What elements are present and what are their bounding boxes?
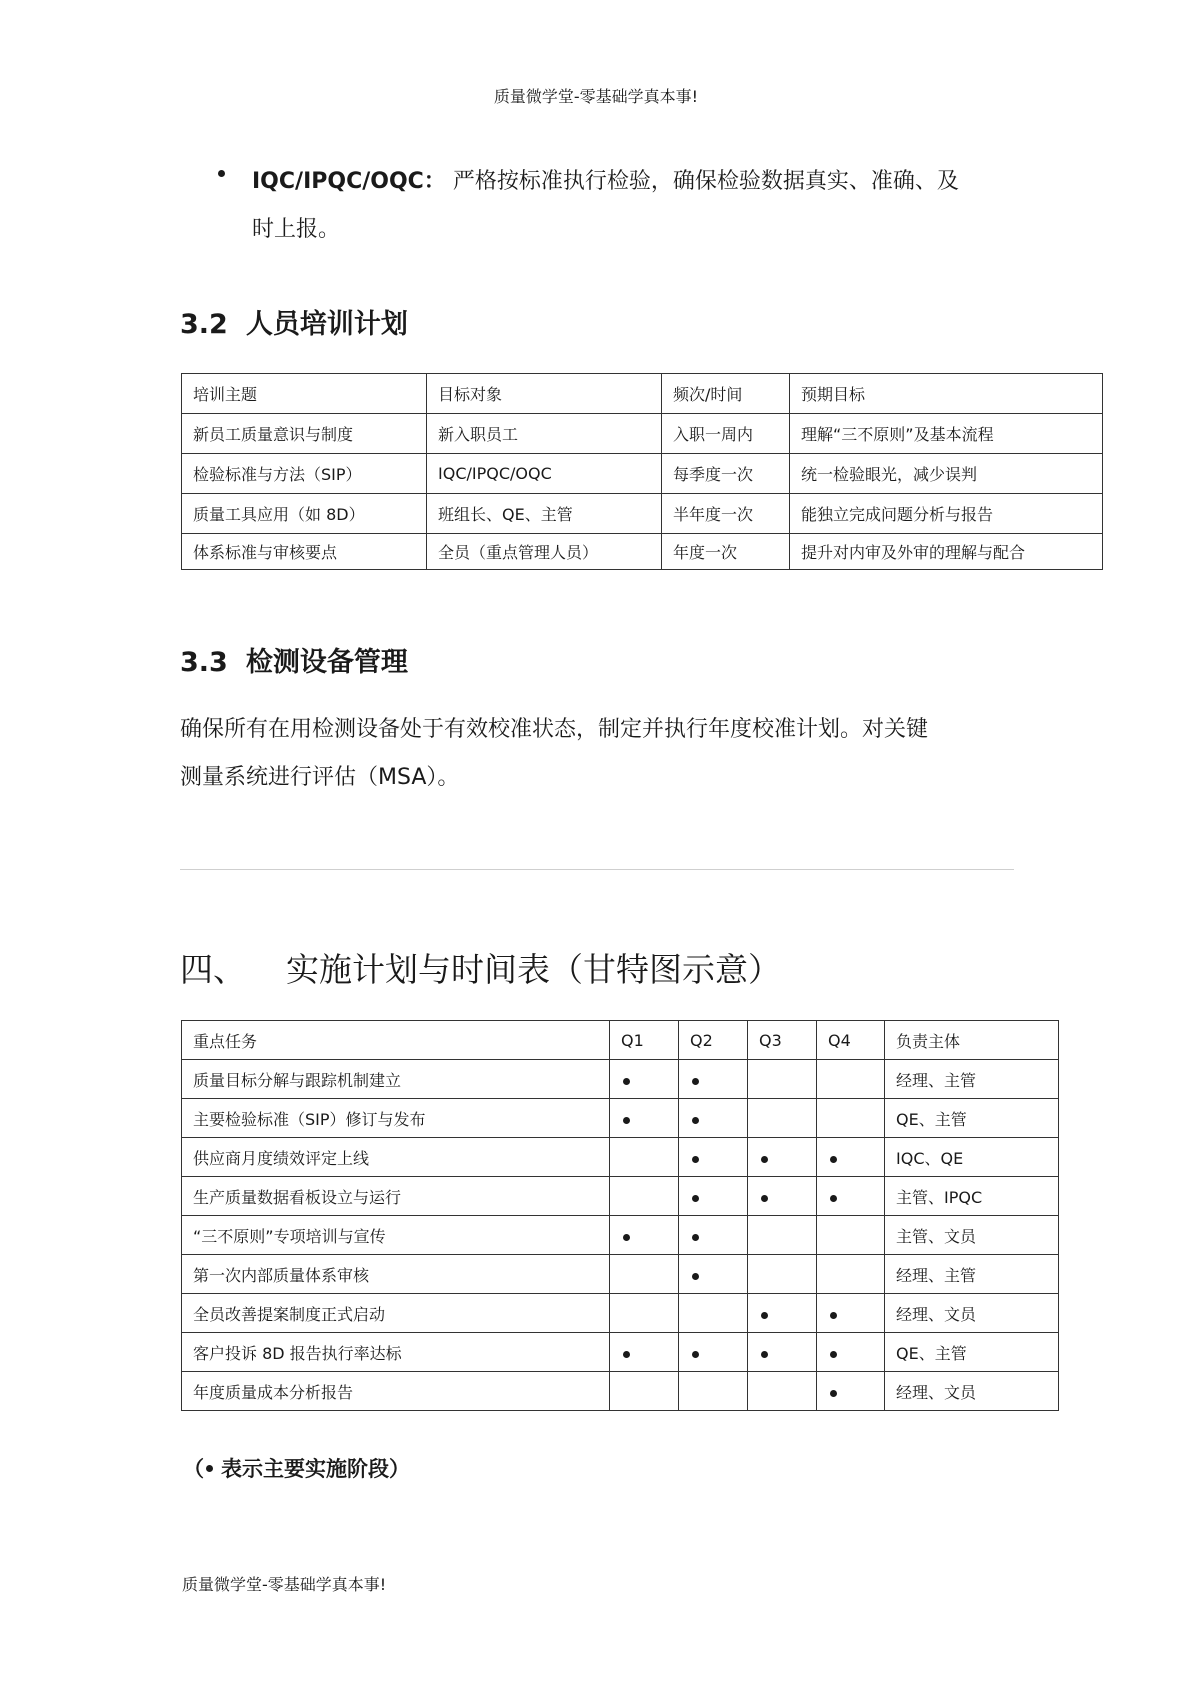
cell-q4 (817, 1333, 885, 1372)
training-plan-table (181, 373, 1103, 570)
cell-owner: 经理、文员 (885, 1294, 1059, 1333)
cell-audience: 班组长、QE、主管 (427, 494, 662, 534)
cell-q3 (748, 1216, 817, 1255)
section-3-2-heading (180, 302, 408, 341)
cell-q4 (817, 1099, 885, 1138)
table-row (182, 1099, 1059, 1138)
cell-task: 质量目标分解与跟踪机制建立 (182, 1060, 610, 1099)
cell-owner: 经理、主管 (885, 1255, 1059, 1294)
table-row (182, 414, 1103, 454)
phase-dot-icon (623, 1234, 630, 1241)
phase-dot-icon (830, 1156, 837, 1163)
cell-q1 (610, 1255, 679, 1294)
table-row (182, 1333, 1059, 1372)
cell-owner: 经理、主管 (885, 1060, 1059, 1099)
cell-q3 (748, 1333, 817, 1372)
cell-q1 (610, 1099, 679, 1138)
cell-q2 (679, 1255, 748, 1294)
bullet-paragraph (252, 158, 1022, 254)
cell-owner: QE、主管 (885, 1333, 1059, 1372)
cell-task: 生产质量数据看板设立与运行 (182, 1177, 610, 1216)
cell-q3 (748, 1294, 817, 1333)
cell-q2 (679, 1372, 748, 1411)
cell-topic: 体系标准与审核要点 (182, 534, 427, 570)
cell-q4 (817, 1255, 885, 1294)
cell-owner: 经理、文员 (885, 1372, 1059, 1411)
section-4-heading (180, 944, 781, 991)
table-row (182, 1294, 1059, 1333)
section-3-3-title: 检测设备管理 (245, 647, 408, 678)
bullet-term: IQC/IPQC/OQC： (252, 169, 446, 194)
header-cell: 培训主题 (182, 374, 427, 414)
cell-frequency: 年度一次 (662, 534, 790, 570)
phase-dot-icon (830, 1390, 837, 1397)
table-row (182, 454, 1103, 494)
legend-text: 表示主要实施阶段） (221, 1457, 410, 1481)
phase-dot-icon (692, 1078, 699, 1085)
phase-dot-icon (761, 1195, 768, 1202)
table-row (182, 1138, 1059, 1177)
cell-q2 (679, 1333, 748, 1372)
phase-dot-icon (692, 1156, 699, 1163)
header-cell: Q2 (679, 1021, 748, 1060)
table-header-row (182, 374, 1103, 414)
header-cell: 负责主体 (885, 1021, 1059, 1060)
section-3-2-number: 3.2 (180, 309, 228, 340)
header-cell: 预期目标 (790, 374, 1103, 414)
paragraph-line-2: 测量系统进行评估（MSA）。 (180, 765, 460, 790)
table-row (182, 1216, 1059, 1255)
phase-dot-icon (623, 1078, 630, 1085)
cell-q3 (748, 1060, 817, 1099)
cell-task: 第一次内部质量体系审核 (182, 1255, 610, 1294)
cell-topic: 质量工具应用（如 8D） (182, 494, 427, 534)
cell-owner: 主管、文员 (885, 1216, 1059, 1255)
phase-dot-icon (623, 1351, 630, 1358)
cell-q3 (748, 1255, 817, 1294)
cell-q3 (748, 1138, 817, 1177)
paragraph-line-1: 确保所有在用检测设备处于有效校准状态，制定并执行年度校准计划。对关键 (180, 717, 929, 742)
legend-open-paren: （ (183, 1457, 204, 1481)
table-row (182, 1372, 1059, 1411)
table-row (182, 1255, 1059, 1294)
section-4-title: 实施计划与时间表（甘特图示意） (286, 950, 781, 989)
cell-q4 (817, 1138, 885, 1177)
phase-dot-icon (830, 1312, 837, 1319)
table-row (182, 1177, 1059, 1216)
cell-goal: 能独立完成问题分析与报告 (790, 494, 1103, 534)
cell-goal: 统一检验眼光，减少误判 (790, 454, 1103, 494)
cell-task: 全员改善提案制度正式启动 (182, 1294, 610, 1333)
cell-audience: 全员（重点管理人员） (427, 534, 662, 570)
section-3-2-title: 人员培训计划 (245, 309, 408, 340)
cell-task: 供应商月度绩效评定上线 (182, 1138, 610, 1177)
cell-q2 (679, 1177, 748, 1216)
cell-q1 (610, 1333, 679, 1372)
gantt-table (181, 1020, 1059, 1411)
cell-q2 (679, 1099, 748, 1138)
cell-owner: IQC、QE (885, 1138, 1059, 1177)
cell-q2 (679, 1138, 748, 1177)
table-row (182, 1060, 1059, 1099)
table-header-row (182, 1021, 1059, 1060)
phase-dot-icon (761, 1312, 768, 1319)
cell-q3 (748, 1372, 817, 1411)
cell-q1 (610, 1372, 679, 1411)
cell-task: 年度质量成本分析报告 (182, 1372, 610, 1411)
bullet-line-1: 严格按标准执行检验，确保检验数据真实、准确、及 (452, 169, 959, 194)
bullet-line-2: 时上报。 (252, 217, 341, 242)
section-4-number: 四、 (180, 950, 246, 989)
cell-audience: 新入职员工 (427, 414, 662, 454)
table-row (182, 494, 1103, 534)
cell-q2 (679, 1294, 748, 1333)
header-cell: Q1 (610, 1021, 679, 1060)
bullet-dot-icon (218, 170, 225, 177)
cell-frequency: 每季度一次 (662, 454, 790, 494)
cell-q3 (748, 1177, 817, 1216)
phase-dot-icon (692, 1195, 699, 1202)
gantt-table-body (182, 1021, 1059, 1411)
cell-q4 (817, 1372, 885, 1411)
header-cell: Q3 (748, 1021, 817, 1060)
phase-dot-icon (761, 1156, 768, 1163)
phase-dot-icon (830, 1351, 837, 1358)
cell-task: 客户投诉 8D 报告执行率达标 (182, 1333, 610, 1372)
cell-q2 (679, 1060, 748, 1099)
section-3-3-paragraph (180, 706, 1015, 802)
cell-owner: 主管、IPQC (885, 1177, 1059, 1216)
header-cell: Q4 (817, 1021, 885, 1060)
cell-topic: 检验标准与方法（SIP） (182, 454, 427, 494)
cell-goal: 理解“三不原则”及基本流程 (790, 414, 1103, 454)
cell-q2 (679, 1216, 748, 1255)
phase-dot-icon (692, 1117, 699, 1124)
phase-dot-icon (761, 1351, 768, 1358)
cell-frequency: 入职一周内 (662, 414, 790, 454)
cell-goal: 提升对内审及外审的理解与配合 (790, 534, 1103, 570)
legend-note (183, 1453, 410, 1483)
cell-q1 (610, 1060, 679, 1099)
phase-dot-icon (623, 1117, 630, 1124)
table-row (182, 534, 1103, 570)
cell-q4 (817, 1216, 885, 1255)
cell-q4 (817, 1177, 885, 1216)
header-cell: 目标对象 (427, 374, 662, 414)
cell-topic: 新员工质量意识与制度 (182, 414, 427, 454)
cell-audience: IQC/IPQC/OQC (427, 454, 662, 494)
section-3-3-heading (180, 640, 408, 679)
horizontal-divider (180, 869, 1014, 870)
header-cell: 重点任务 (182, 1021, 610, 1060)
cell-q3 (748, 1099, 817, 1138)
cell-q1 (610, 1294, 679, 1333)
cell-task: 主要检验标准（SIP）修订与发布 (182, 1099, 610, 1138)
phase-dot-icon (692, 1234, 699, 1241)
cell-q1 (610, 1216, 679, 1255)
bullet-dot-icon (206, 1465, 213, 1472)
cell-q1 (610, 1177, 679, 1216)
phase-dot-icon (692, 1273, 699, 1280)
header-cell: 频次/时间 (662, 374, 790, 414)
page-header: 质量微学堂-零基础学真本事! (493, 87, 699, 106)
cell-q4 (817, 1060, 885, 1099)
cell-q1 (610, 1138, 679, 1177)
cell-task: “三不原则”专项培训与宣传 (182, 1216, 610, 1255)
section-3-3-number: 3.3 (180, 647, 228, 678)
page-footer: 质量微学堂-零基础学真本事! (182, 1575, 387, 1594)
cell-q4 (817, 1294, 885, 1333)
cell-frequency: 半年度一次 (662, 494, 790, 534)
cell-owner: QE、主管 (885, 1099, 1059, 1138)
phase-dot-icon (830, 1195, 837, 1202)
phase-dot-icon (692, 1351, 699, 1358)
